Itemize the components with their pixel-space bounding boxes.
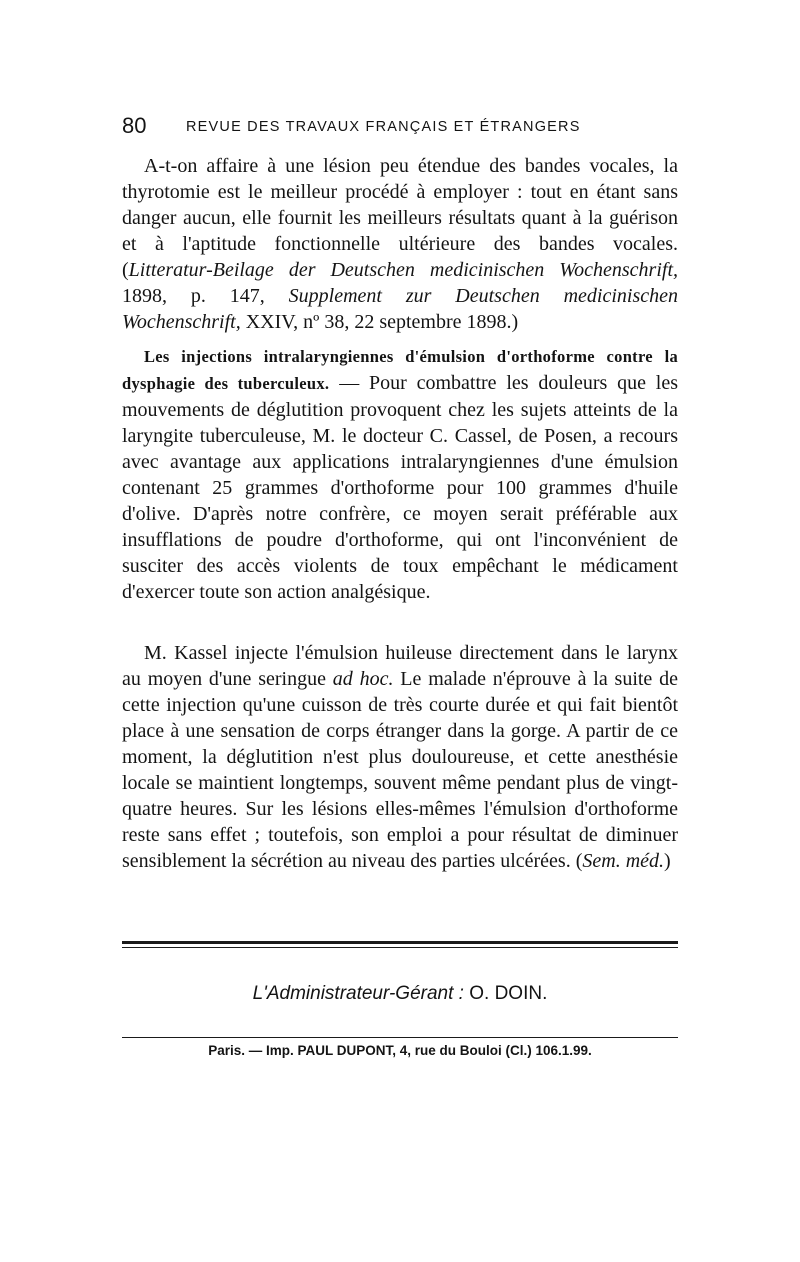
paragraph-kassel	[122, 640, 678, 874]
paragraph-text-end: Le malade n'éprouve à la suite de cette injection qu'une cuisson de très courte durée et qui fait bientôt place à une sensation de corps étranger dans la gorge. A partir de ce moment, la déglutition n'est plus douloureuse, et cette anesthésie locale se maintient longtemps, souvent même pendant plus de vingt-quatre heures. Sur les lésions elles-mêmes l'émulsion d'orthoforme reste sans effet ; toutefois, son emploi a pour résultat de diminuer sensiblement la sécrétion au niveau des parties ulcérées. (	[122, 668, 678, 872]
administrator-role: L'Administrateur-Gérant :	[252, 983, 464, 1004]
source-citation: Sem. méd.	[582, 850, 665, 872]
running-head	[122, 113, 682, 143]
administrator-name: O. DOIN.	[463, 983, 548, 1004]
section-heading: Les injections intralaryngiennes d'émulsion d'orthoforme contre la dysphagie des tuberculeux.	[122, 347, 678, 393]
latin-term: ad hoc.	[332, 668, 394, 690]
imprint-rule	[122, 1037, 678, 1038]
citation-page: 1898, p. 147,	[122, 285, 289, 307]
closing-paren: )	[664, 850, 671, 872]
printer-imprint: Paris. — Imp. PAUL DUPONT, 4, rue du Bouloi (Cl.) 106.1.99.	[208, 1043, 592, 1058]
source-citation-supplement: Supplement zur Deutschen medicinischen Wochenschrift,	[122, 285, 678, 333]
citation-date: XXIV, nº 38, 22 septembre 1898.)	[240, 311, 519, 333]
source-citation: Litteratur-Beilage der Deutschen medicinischen Wochenschrift,	[128, 259, 678, 281]
paragraph-thyrotomy	[122, 153, 678, 335]
paragraph-orthoforme	[122, 343, 678, 605]
administrator-line	[122, 983, 678, 1005]
paragraph-text: A-t-on affaire à une lésion peu étendue des bandes vocales, la thyrotomie est le meilleur procédé à employer : tout en étant sans danger aucun, elle fournit les meilleurs résultats quant à la guérison et à l'aptitude fonctionnelle ultérieure des bandes vocales. (	[122, 155, 678, 281]
paragraph-text-start: M. Kassel injecte l'émulsion huileuse directement dans le larynx au moyen d'une seringue	[122, 642, 678, 690]
page-number: 80	[122, 113, 147, 138]
double-rule-thin	[122, 947, 678, 948]
double-rule-thick	[122, 941, 678, 944]
header-title: REVUE DES TRAVAUX FRANÇAIS ET ÉTRANGERS	[186, 119, 581, 135]
paragraph-text: — Pour combattre les douleurs que les mouvements de déglutition provoquent chez les sujets atteints de la laryngite tuberculeuse, M. le docteur C. Cassel, de Posen, a recours avec avantage aux applications intralaryngiennes d'une émulsion contenant 25 grammes d'orthoforme pour 100 grammes d'huile d'olive. D'après notre confrère, ce moyen serait préférable aux insufflations de poudre d'orthoforme, qui ont l'inconvénient de susciter des accès violents de toux empêchant le médicament d'exercer toute son action analgésique.	[122, 372, 678, 603]
